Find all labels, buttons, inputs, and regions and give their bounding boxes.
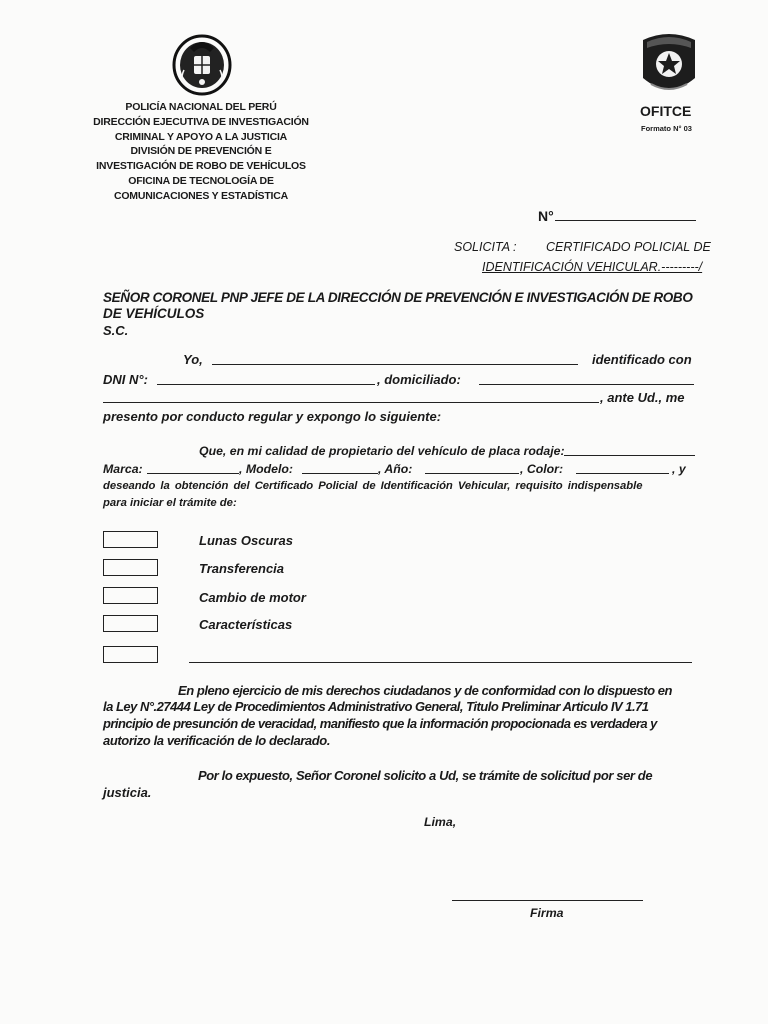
other-field-line[interactable] (189, 662, 692, 663)
anio-label: , Año: (378, 462, 413, 476)
number-label: N° (538, 208, 554, 224)
dni-field-line[interactable] (157, 384, 375, 385)
modelo-field-line[interactable] (302, 473, 378, 474)
option-label: Características (199, 617, 293, 632)
declaration-line4: autorizo la verificación de lo declarado. (103, 733, 331, 748)
header-line: COMUNICACIONES Y ESTADÍSTICA (113, 189, 289, 202)
institution-header (70, 100, 332, 204)
presento-text: presento por conducto regular y expongo lo siguiente: (103, 409, 442, 424)
dni-label: DNI N°: (103, 372, 148, 387)
pnp-coat-of-arms-icon (170, 30, 234, 96)
lima-label: Lima, (424, 815, 457, 829)
addressee-sc: S.C. (103, 323, 129, 338)
declaration-line3: principio de presunción de veracidad, manifiesto que la información propocionada es verdadera y (103, 716, 657, 731)
header-line: CRIMINAL Y APOYO A LA JUSTICIA (114, 130, 288, 143)
anio-field-line[interactable] (425, 473, 519, 474)
que-text: Que, en mi calidad de propietario del vehículo de placa rodaje: (199, 444, 565, 458)
checkbox-lunas-oscuras[interactable] (103, 531, 158, 548)
identificado-label: identificado con (592, 352, 692, 367)
marca-field-line[interactable] (147, 473, 239, 474)
signature-line[interactable] (452, 900, 643, 901)
format-number: Formato N° 03 (641, 124, 692, 133)
solicita-label: SOLICITA : (454, 240, 517, 254)
closing-line2: justicia. (103, 785, 152, 800)
option-label: Cambio de motor (199, 590, 306, 605)
ofitce-badge-icon (637, 28, 701, 98)
checkbox-other[interactable] (103, 646, 158, 663)
domiciliado-label: , domiciliado: (377, 372, 461, 387)
plate-field-line[interactable] (564, 455, 695, 456)
declaration-line1: En pleno ejercicio de mis derechos ciudadanos y de conformidad con lo dispuesto en (178, 683, 673, 698)
modelo-label: , Modelo: (239, 462, 293, 476)
para-text: para iniciar el trámite de: (103, 497, 237, 509)
yo-label: Yo, (183, 352, 203, 367)
checkbox-transferencia[interactable] (103, 559, 158, 576)
addressee-line1: SEÑOR CORONEL PNP JEFE DE LA DIRECCIÓN DE PREVENCIÓN E INVESTIGACIÓN DE ROBO (103, 290, 693, 305)
checkbox-caracteristicas[interactable] (103, 615, 158, 632)
color-field-line[interactable] (576, 473, 669, 474)
closing-line1: Por lo expuesto, Señor Coronel solicito a Ud, se trámite de solicitud por ser de (198, 768, 653, 783)
ante-label: , ante Ud., me (600, 390, 685, 405)
solicita-value-line2: IDENTIFICACIÓN VEHICULAR.---------/ (482, 260, 703, 274)
marca-label: Marca: (103, 462, 143, 476)
solicita-value-line1: CERTIFICADO POLICIAL DE (546, 240, 711, 254)
number-field-line[interactable] (555, 220, 696, 221)
checkbox-cambio-de-motor[interactable] (103, 587, 158, 604)
header-line: INVESTIGACIÓN DE ROBO DE VEHÍCULOS (96, 160, 306, 173)
name-field-line[interactable] (212, 364, 578, 365)
option-label: Lunas Oscuras (199, 533, 293, 548)
header-line: DIVISIÓN DE PREVENCIÓN E (130, 145, 272, 158)
color-label: , Color: (520, 462, 564, 476)
address-field-line[interactable] (479, 384, 694, 385)
firma-label: Firma (530, 906, 564, 920)
y-label: , y (672, 462, 686, 476)
address-field-line-2[interactable] (103, 402, 599, 403)
deseando-text: deseando la obtención del Certificado Policial de Identificación Vehicular, requisito indispensable (103, 480, 643, 492)
header-line: OFICINA DE TECNOLOGÍA DE (128, 174, 274, 187)
header-line: POLICÍA NACIONAL DEL PERÚ (125, 101, 277, 113)
declaration-line2: la Ley N°.27444 Ley de Procedimientos Administrativo General, Titulo Preliminar Articulo IV 1.71 (103, 699, 649, 714)
office-code: OFITCE (640, 103, 692, 119)
addressee-line2: DE VEHÍCULOS (103, 306, 205, 321)
header-line: DIRECCIÓN EJECUTIVA DE INVESTIGACIÓN (93, 115, 309, 128)
option-label: Transferencia (199, 561, 285, 576)
